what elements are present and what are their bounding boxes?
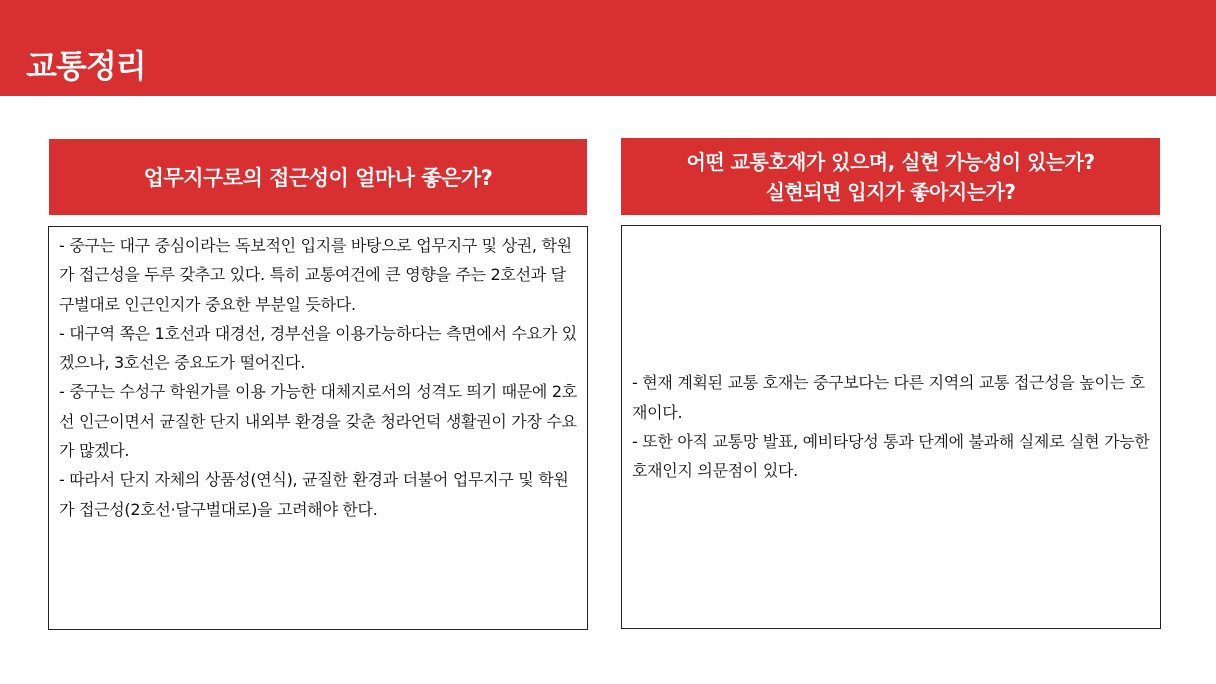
left-paragraph-1: - 중구는 대구 중심이라는 독보적인 입지를 바탕으로 업무지구 및 상권, 학원가 접근성을 두루 갖추고 있다. 특히 교통여건에 큰 영향을 주는 2호선과 달구벌대로 인근인지가 중요한 부분일 듯하다. [59, 236, 572, 314]
header-bar [0, 0, 1216, 96]
left-panel-body [48, 226, 588, 630]
right-paragraph-1: - 현재 계획된 교통 호재는 중구보다는 다른 지역의 교통 접근성을 높이는 호재이다. [632, 373, 1145, 422]
page-title: 교통정리 [26, 47, 146, 85]
left-panel-heading [49, 139, 587, 215]
right-panel-heading-line2: 실현되면 입지가 좋아지는가? [765, 179, 1016, 204]
right-panel-body [621, 225, 1161, 629]
left-paragraph-3: - 중구는 수성구 학원가를 이용 가능한 대체지로서의 성격도 띄기 때문에 2호선 인근이면서 균질한 단지 내외부 환경을 갖춘 청라언덕 생활권이 가장 수요가 많겠다. [59, 382, 577, 461]
right-panel-heading [621, 138, 1160, 215]
right-paragraph-2: - 또한 아직 교통망 발표, 예비타당성 통과 단계에 불과해 실제로 실현 가능한 호재인지 의문점이 있다. [632, 432, 1150, 481]
right-panel-heading-line1: 어떤 교통호재가 있으며, 실현 가능성이 있는가? [686, 149, 1095, 174]
left-paragraph-2: - 대구역 쪽은 1호선과 대경선, 경부선을 이용가능하다는 측면에서 수요가 있겠으나, 3호선은 중요도가 떨어진다. [59, 323, 577, 373]
left-panel-heading-text: 업무지구로의 접근성이 얼마나 좋은가? [143, 166, 493, 190]
left-paragraph-4: - 따라서 단지 자체의 상품성(연식), 균질한 환경과 더불어 업무지구 및 학원가 접근성(2호선·달구벌대로)을 고려해야 한다. [59, 470, 569, 519]
